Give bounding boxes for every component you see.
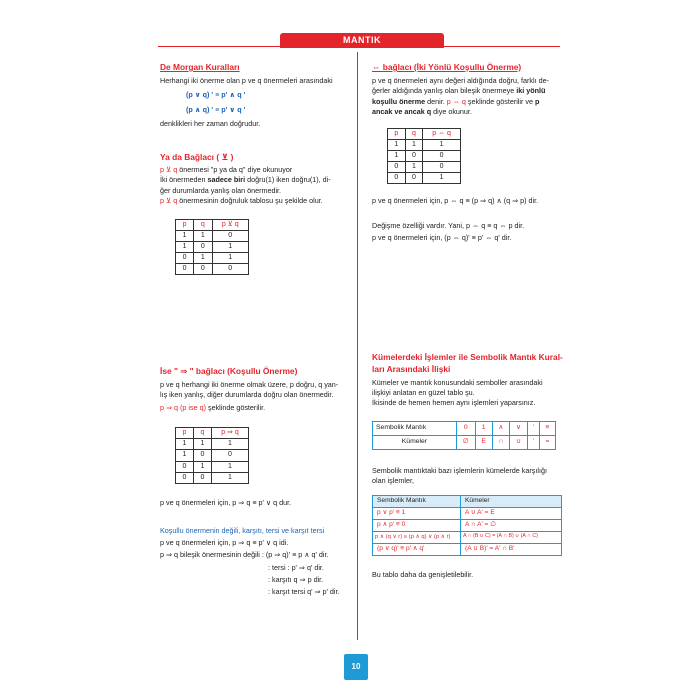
column-divider — [357, 52, 358, 640]
demorgan-outro: denklikleri her zaman doğrudur. — [160, 119, 261, 129]
table-cell: 0 — [176, 461, 194, 472]
iff-line-6: Değişme özelliği vardır. Yani, p ⇔ q ≡ q ⇔ p dir. — [372, 220, 525, 230]
ise-line-4: p ve q önermeleri için, p ⇒ q ≡ p' ∨ q dur. — [160, 497, 292, 507]
yada-section — [160, 152, 352, 275]
table-cell: 1 — [423, 173, 461, 184]
kume-line-2: ilişkiyi anlatan en güzel tablo şu. — [372, 387, 475, 397]
yada-line-4 — [160, 196, 352, 206]
table-cell: 0 — [456, 421, 475, 435]
table-cell: Kümeler — [373, 435, 457, 449]
kume-title-1: Kümelerdeki İşlemler ile Sembolik Mantık Kural- — [372, 352, 563, 362]
table-cell: = — [539, 435, 555, 449]
iff-line-4a: ancak ve ancak q — [372, 107, 432, 117]
table-header: Sembolik Mantık — [373, 495, 461, 507]
table-cell: 0 — [194, 264, 212, 275]
table-cell: 0 — [212, 264, 249, 275]
table-cell: p ∨ p' ≡ 1 — [373, 507, 461, 519]
table-cell: 0 — [405, 150, 423, 161]
table-cell: 1 — [388, 139, 406, 150]
yada-line-2c: doğru(1) iken doğru(1), di- — [245, 175, 331, 185]
table-cell: 1 — [212, 241, 249, 252]
table-cell: 0 — [212, 230, 249, 241]
yada-line-1-text: önermesi "p ya da q" diye okunuyor — [177, 164, 293, 174]
ise-sub-line-1: p ve q önermeleri için, p ⇒ q ≡ p' ∨ q idi. — [160, 537, 289, 547]
table-cell: 0 — [388, 173, 406, 184]
demorgan-formula-1: (p ∨ q) ' ≡ p' ∧ q ' — [186, 90, 246, 100]
table-cell: p ∧ p' ≡ 0 — [373, 519, 461, 531]
iff-line-3 — [372, 97, 564, 107]
yada-truth-table — [175, 219, 249, 276]
iff-line-3a: koşullu önerme — [372, 96, 426, 106]
table-cell: ∪ — [510, 435, 528, 449]
yada-line-2 — [160, 175, 352, 185]
table-cell: ∧ — [492, 421, 510, 435]
table-cell: E — [475, 435, 492, 449]
yada-expr-2: p ⊻ q — [160, 196, 178, 206]
left-column — [160, 62, 350, 130]
table-cell: 1 — [194, 230, 212, 241]
iff-line-5: p ve q önermeleri için, p ⇔ q ≡ (p ⇒ q) ∧ (q ⇒ p) dir. — [372, 196, 539, 206]
table-cell: Sembolik Mantık — [373, 421, 457, 435]
ise-line-3 — [160, 403, 352, 413]
table-cell: A ∪ A' = E — [461, 507, 562, 519]
table-cell: 1 — [388, 150, 406, 161]
table-cell: 1 — [405, 139, 423, 150]
iff-line-3b: denir. — [425, 96, 447, 106]
ise-sub-line-2: p ⇒ q bileşik önermesinin değili : (p ⇒ q)' ≡ p ∧ q' dir. — [160, 550, 329, 560]
yada-title: Ya da Bağlacı ( ⊻ ) — [160, 152, 234, 162]
table-cell: 1 — [176, 241, 194, 252]
yada-line-1 — [160, 165, 352, 175]
kume-line-5: olan işlemler, — [372, 476, 414, 486]
table-cell: p — [176, 428, 194, 439]
table-cell: 1 — [194, 252, 212, 263]
kume-line-3: İkisinde de hemen hemen aynı işlemleri yaparsınız. — [372, 398, 536, 408]
iff-section — [372, 62, 564, 244]
ise-expr: p ⇒ q (p ise q) — [160, 402, 206, 412]
table-cell: q — [405, 128, 423, 139]
ise-truth-table — [175, 427, 249, 484]
table-cell: ∅ — [456, 435, 475, 449]
table-cell: ' — [527, 421, 539, 435]
yada-expr: p ⊻ q — [160, 164, 178, 174]
iff-expr: p ⇔ q — [446, 96, 466, 106]
ise-subtitle: Koşullu önermenin değili, karşıtı, tersi ve karşıt tersi — [160, 526, 325, 536]
yada-line-2a: İki önermeden — [160, 175, 208, 185]
table-cell: 0 — [194, 241, 212, 252]
kume-line-4: Sembolik mantıktaki bazı işlemlerin kümelerde karşılığı — [372, 465, 547, 475]
table-cell: 1 — [405, 161, 423, 172]
table-cell: 1 — [176, 439, 194, 450]
table-cell: 1 — [475, 421, 492, 435]
kume-line-1: Kümeler ve mantık konusundaki semboller arasındaki — [372, 377, 543, 387]
yada-line-3: ğer durumlarda yanlış olan önermedir. — [160, 185, 282, 195]
header-rule — [158, 46, 560, 47]
table-cell: 0 — [211, 450, 248, 461]
kume-title-2: ları Arasındaki İlişki — [372, 363, 451, 374]
table-cell: 1 — [423, 139, 461, 150]
iff-line-3d: şeklinde gösterilir ve — [465, 96, 536, 106]
table-cell: p ⊻ q — [212, 219, 249, 230]
table-cell: p ⇒ q — [211, 428, 248, 439]
table-cell: 1 — [211, 439, 248, 450]
iff-title: ⇔ bağlacı (İki Yönlü Koşullu Önerme) — [372, 62, 522, 72]
kume-line-6: Bu tablo daha da genişletilebilir. — [372, 569, 474, 579]
table-cell: A ∩ A' = ∅ — [461, 519, 562, 531]
table-cell: 0 — [193, 472, 211, 483]
table-cell: q — [193, 428, 211, 439]
table-header: Kümeler — [461, 495, 562, 507]
table-cell: 0 — [193, 450, 211, 461]
iff-line-2a: ğerler aldığında yanlış olan bileşik önermeye — [372, 86, 515, 96]
table-cell: 1 — [176, 230, 194, 241]
table-cell: (p ∨ q)' ≡ p' ∧ q' — [373, 543, 461, 555]
demorgan-title: De Morgan Kuralları — [160, 62, 240, 72]
yada-line-2b: sadece biri — [207, 175, 246, 185]
iff-line-4b: diye okunur. — [431, 107, 472, 117]
demorgan-formula-2: (p ∧ q) ' ≡ p' ∨ q ' — [186, 104, 246, 114]
table-cell: ∩ — [492, 435, 510, 449]
ise-line-3-text: şeklinde gösterilir. — [205, 402, 266, 412]
kume-table — [372, 495, 562, 556]
table-cell: ≡ — [539, 421, 555, 435]
table-cell: p ⇔ q — [423, 128, 461, 139]
table-cell: 1 — [212, 252, 249, 263]
table-cell: p ∧ (q ∨ r) ≡ (p ∧ q) ∨ (p ∧ r) — [373, 531, 461, 543]
iff-line-3e: p — [535, 96, 540, 106]
iff-truth-table — [387, 128, 461, 185]
ise-sub-line-4: : karşıtı q ⇒ p dir. — [268, 574, 324, 584]
table-cell: 1 — [193, 439, 211, 450]
iff-line-7: p ve q önermeleri için, (p ⇔ q)' ≡ p' ⇔ q' dir. — [372, 233, 512, 243]
table-cell: 1 — [176, 450, 194, 461]
table-cell: q — [194, 219, 212, 230]
iff-line-1: p ve q önermeleri aynı değeri aldığında doğru, farklı de- — [372, 75, 549, 85]
ise-section — [160, 366, 352, 598]
symbol-table — [372, 421, 556, 450]
kume-section — [372, 352, 568, 580]
demorgan-intro: Herhangi iki önerme olan p ve q önermeleri arasındaki — [160, 75, 333, 85]
section-tab: MANTIK — [280, 33, 444, 48]
table-cell: 1 — [193, 461, 211, 472]
table-cell: p — [176, 219, 194, 230]
table-cell: 0 — [388, 161, 406, 172]
table-cell: 0 — [423, 161, 461, 172]
table-cell: 0 — [405, 173, 423, 184]
table-cell: ∨ — [510, 421, 528, 435]
ise-line-1: p ve q herhangi iki önerme olmak üzere, p doğru, q yan- — [160, 379, 339, 389]
table-cell: 0 — [176, 264, 194, 275]
table-cell: ' — [527, 435, 539, 449]
table-cell: p — [388, 128, 406, 139]
ise-line-2: lış iken yanlış, diğer durumlarda doğru olan önermedir. — [160, 390, 334, 400]
iff-line-2 — [372, 86, 564, 96]
page-number: 10 — [344, 654, 368, 680]
iff-line-4 — [372, 107, 564, 117]
table-cell: A ∩ (B ∪ C) = (A ∩ B) ∪ (A ∩ C) — [461, 531, 562, 543]
ise-title: İse " ⇒ " bağlacı (Koşullu Önerme) — [160, 366, 298, 376]
table-cell: 1 — [211, 461, 248, 472]
table-cell: 0 — [176, 252, 194, 263]
yada-line-4-text: önermesinin doğruluk tablosu şu şekilde olur. — [177, 196, 323, 206]
table-cell: 0 — [423, 150, 461, 161]
ise-sub-line-5: : karşıt tersi q' ⇒ p' dir. — [268, 587, 340, 597]
table-cell: 1 — [211, 472, 248, 483]
table-cell: (A ∪ B)' = A' ∩ B' — [461, 543, 562, 555]
iff-line-2b: iki yönlü — [514, 86, 546, 96]
table-cell: 0 — [176, 472, 194, 483]
ise-sub-line-3: : tersi : p' ⇒ q' dir. — [268, 562, 324, 572]
